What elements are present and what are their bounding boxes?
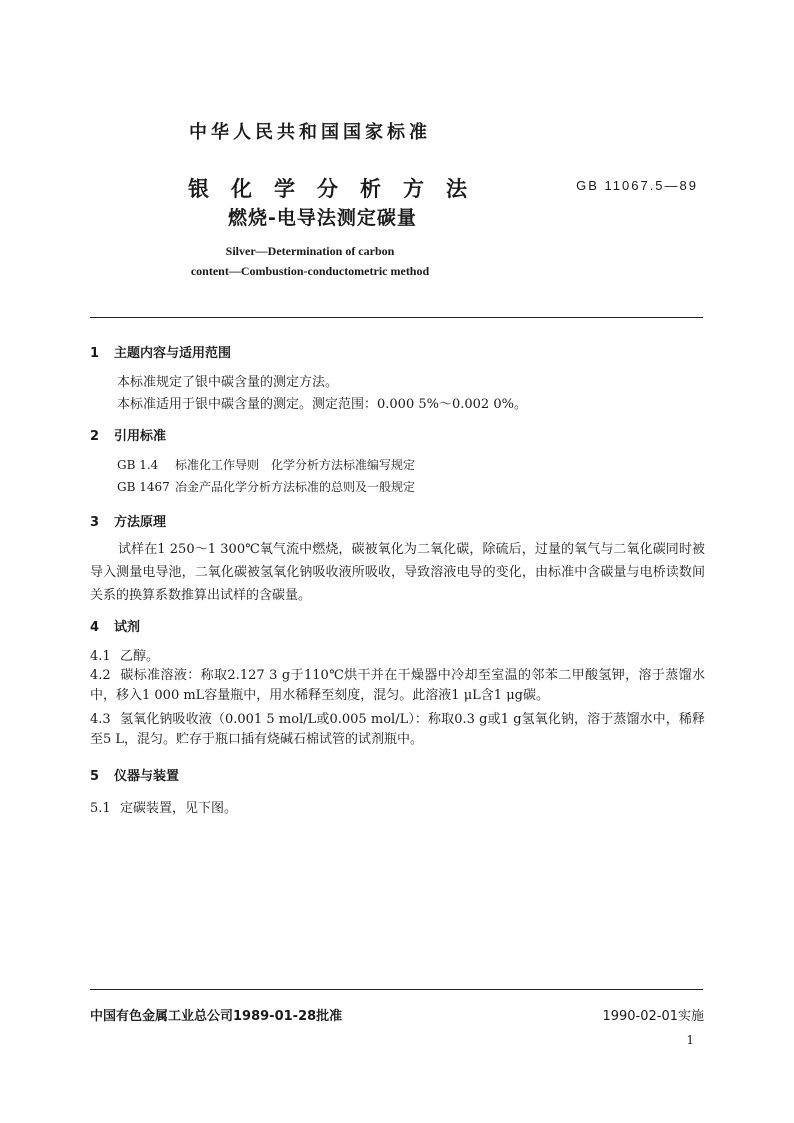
section-2-heading xyxy=(90,425,166,444)
english-title-line1: Silver—Determination of carbon xyxy=(225,244,395,258)
section-5-heading xyxy=(90,765,179,784)
section-title: 试剂 xyxy=(114,620,141,635)
clause-number: 4.3 xyxy=(90,712,111,727)
clause-number: 4.2 xyxy=(90,668,111,683)
clause-number: 5.1 xyxy=(90,801,111,816)
clause-text: 定碳装置，见下图。 xyxy=(120,801,238,816)
section-4-heading xyxy=(90,616,140,635)
document-title-main: 银化学分析方法 xyxy=(188,177,489,201)
reference-text: 标准化工作导则 化学分析方法标准编写规定 xyxy=(175,458,416,472)
implementation-date: 1990-02-01实施 xyxy=(602,1009,704,1024)
section-title: 引用标准 xyxy=(114,429,167,444)
clause-text: 氢氧化钠吸收液（0.001 5 mol/L或0.005 mol/L）：称取0.3 g或1 g氢氧化钠，溶于蒸馏水中，稀释至5 L，混匀。贮存于瓶口插有烧碱石棉试管的试剂瓶中。 xyxy=(90,712,705,747)
clause-number: 4.1 xyxy=(90,649,111,664)
header-divider xyxy=(90,317,703,318)
reference-item xyxy=(117,478,415,495)
reference-code: GB 1.4 xyxy=(117,458,159,472)
reference-item xyxy=(117,456,415,473)
section-1-heading xyxy=(90,342,231,361)
clause-text: 碳标准溶液：称取2.127 3 g于110℃烘干并在干燥器中冷却至室温的邻苯二甲酸氢钾，溶于蒸馏水中，移入1 000 mL容量瓶中，用水稀释至刻度，混匀。此溶液1 μL含1 μg碳。 xyxy=(90,668,705,703)
clause-4-2 xyxy=(90,666,705,706)
english-title-line2: content—Combustion-conductometric method xyxy=(190,264,430,278)
footer-divider xyxy=(90,989,703,990)
clause-text: 乙醇。 xyxy=(120,649,160,664)
section-title: 仪器与装置 xyxy=(114,769,180,784)
reference-text: 冶金产品化学分析方法标准的总则及一般规定 xyxy=(175,480,416,494)
section-number: 1 xyxy=(90,346,100,361)
section-1-line-2: 本标准适用于银中碳含量的测定。测定范围：0.000 5%～0.002 0%。 xyxy=(117,397,527,412)
section-1-line-1: 本标准规定了银中碳含量的测定方法。 xyxy=(117,375,339,390)
reference-code: GB 1467 xyxy=(117,480,170,494)
clause-5-1 xyxy=(90,797,705,816)
document-title-sub: 燃烧-电导法测定碳量 xyxy=(228,207,417,229)
section-3-heading xyxy=(90,511,166,530)
section-title: 方法原理 xyxy=(114,515,167,530)
page-number: 1 xyxy=(686,1033,694,1047)
national-standard-heading: 中华人民共和国国家标准 xyxy=(189,122,431,143)
section-number: 4 xyxy=(90,620,100,635)
section-number: 5 xyxy=(90,769,100,784)
approval-statement: 中国有色金属工业总公司1989-01-28批准 xyxy=(90,1009,343,1024)
clause-4-1 xyxy=(90,645,705,664)
section-title: 主题内容与适用范围 xyxy=(114,346,232,361)
clause-4-3 xyxy=(90,710,705,750)
section-number: 3 xyxy=(90,515,100,530)
standard-code: GB 11067.5—89 xyxy=(576,178,698,193)
section-number: 2 xyxy=(90,429,100,444)
section-3-paragraph: 试样在1 250～1 300℃氧气流中燃烧，碳被氧化为二氧化碳，除硫后，过量的氧气与二氧化碳同时被导入测量电导池，二氧化碳被氢氧化钠吸收液所吸收，导致溶液电导的变化，由标准中含碳量与电桥读数间关系的换算系数推算出试样的含碳量。 xyxy=(90,542,705,603)
